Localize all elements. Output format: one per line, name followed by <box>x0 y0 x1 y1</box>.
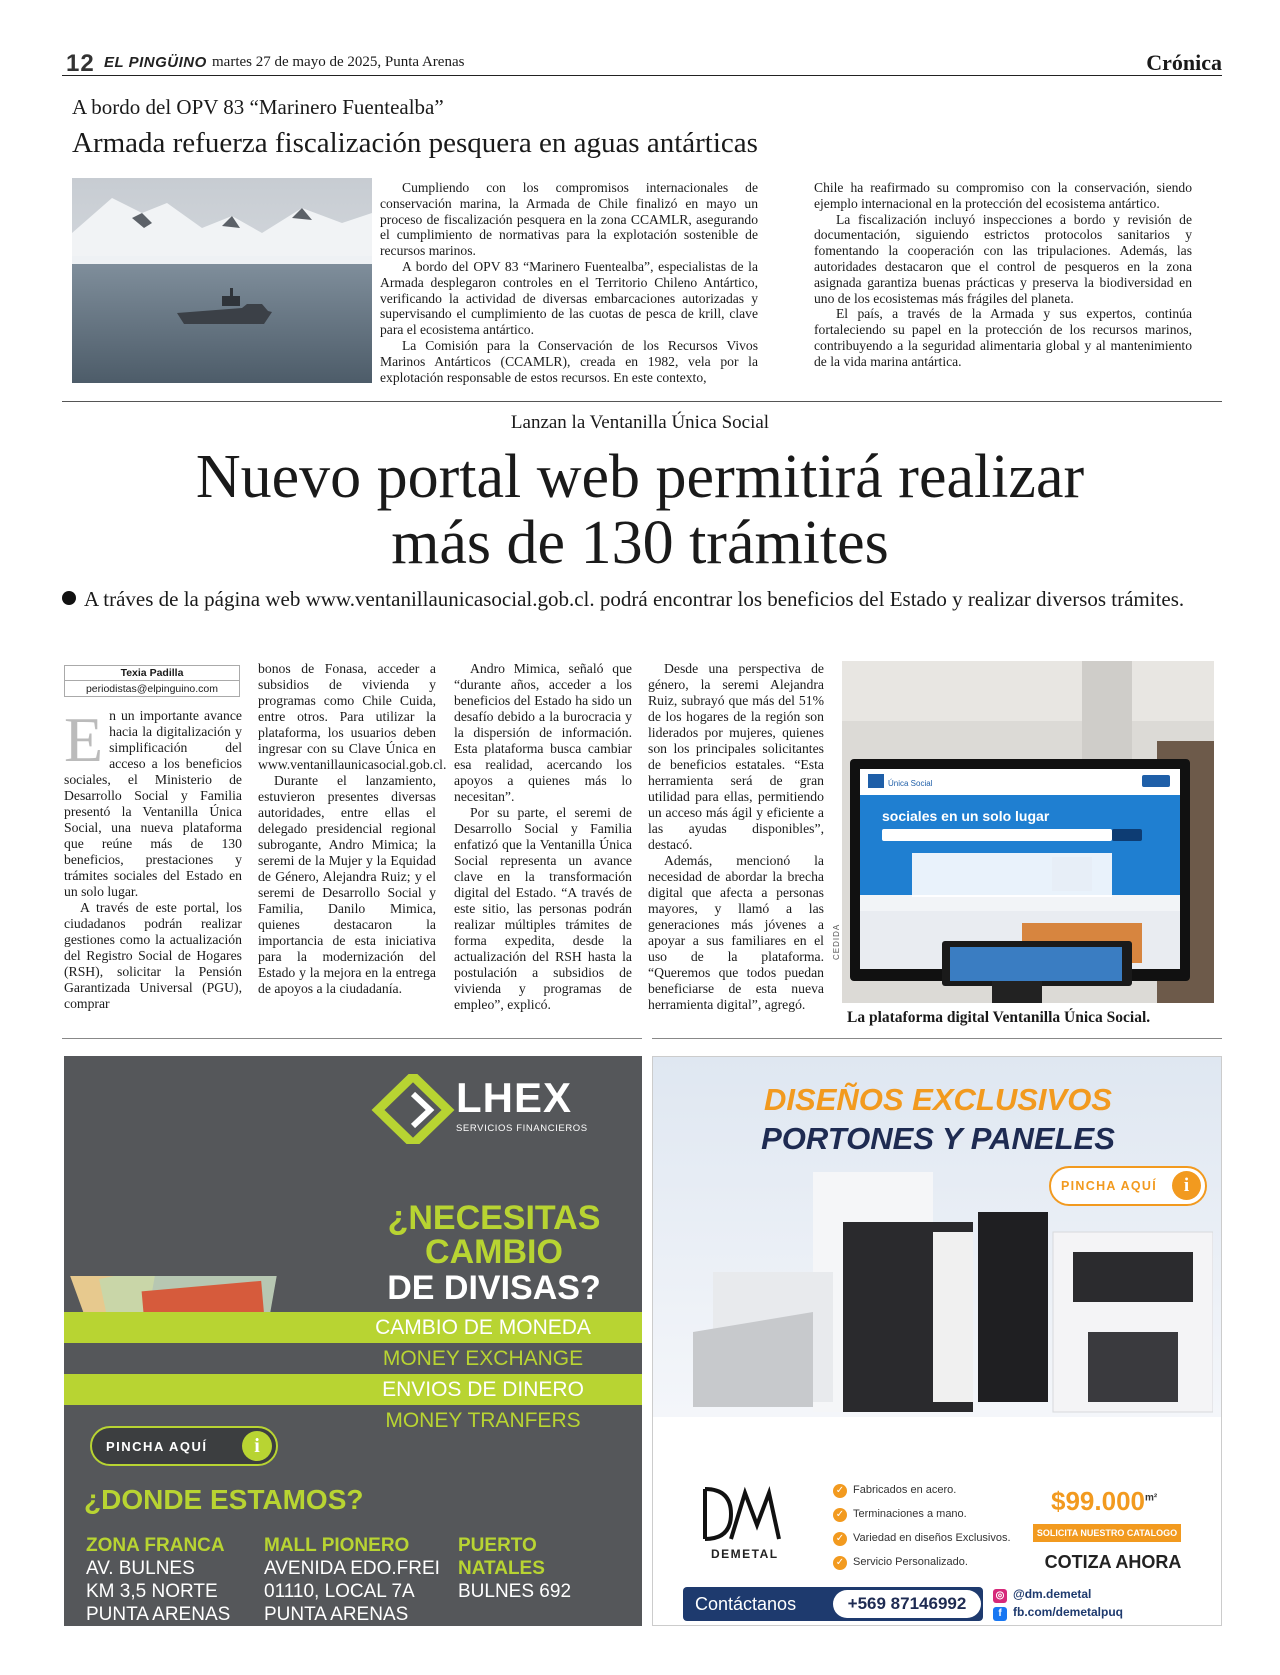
author-name: Texia Padilla <box>65 666 239 681</box>
platform-screen-photo <box>842 661 1214 1003</box>
location-zona-franca: ZONA FRANCA AV. BULNES KM 3,5 NORTE PUNTA ARENAS <box>86 1535 231 1625</box>
page-header <box>62 50 1222 76</box>
demetal-brand: DEMETAL <box>711 1547 779 1561</box>
where-heading: ¿DONDE ESTAMOS? <box>84 1484 364 1515</box>
article1-title: Armada refuerza fiscalización pesquera en aguas antárticas <box>72 127 758 159</box>
article2-lead: A tráves de la página web www.ventanillaunicasocial.gob.cl. podrá encontrar los beneficios del Estado y realizar diversos trámites. <box>62 587 1222 612</box>
service-band: MONEY EXCHANGE <box>64 1343 642 1374</box>
drop-cap: E <box>64 704 104 775</box>
demetal-subtitle: PORTONES Y PANELES <box>761 1121 1115 1156</box>
location-puerto-natales: PUERTO NATALES BULNES 692 <box>458 1535 572 1602</box>
check-icon: ✓ <box>833 1532 847 1546</box>
bullet-icon <box>62 591 76 605</box>
location-mall-pionero: MALL PIONERO AVENIDA EDO.FREI 01110, LOCAL 7A PUNTA ARENAS <box>264 1535 440 1625</box>
info-icon: i <box>242 1431 272 1461</box>
contact-bar <box>683 1587 983 1621</box>
photo-caption: La plataforma digital Ventanilla Única Social. <box>847 1009 1151 1026</box>
check-icon: ✓ <box>833 1556 847 1570</box>
price: $\$99.000^{m^2}$ <box>1051 1486 1158 1516</box>
page-number: 12 <box>66 50 95 77</box>
article2-title: Nuevo portal web permitirá realizar más de 130 trámites <box>195 443 1085 577</box>
article-divider <box>62 401 1222 402</box>
newspaper-brand: EL PINGÜINO <box>104 54 207 71</box>
photo-credit: CEDIDA <box>832 923 841 960</box>
ad-divider-left <box>62 1038 642 1039</box>
lhex-advertisement[interactable] <box>64 1056 642 1626</box>
feature-item: ✓ Terminaciones a mano. <box>833 1508 967 1522</box>
feature-item: ✓ Servicio Personalizado. <box>833 1556 968 1570</box>
service-band: CAMBIO DE MONEDA <box>64 1312 642 1343</box>
lhex-headline-2: DE DIVISAS? <box>387 1269 601 1307</box>
article2-column-1: En un importante avance hacia la digitalización y simplificación del acceso a los beneficios sociales, el Ministerio de Desarrollo Social y Familia presentó la Ventanilla Única Social, una nueva plataforma que reúne más de 130 beneficios, prestaciones y trámites sociales del Estado en un solo lugar. A través de este portal, los ciudadanos podrán realizar gestiones como la actualización del Registro Social de Hogares (RSH), solicitar la Pensión Garantizada Universal (PGU), comprar <box>64 704 242 1011</box>
author-email: periodistas@elpinguino.com <box>85 683 219 695</box>
lhex-headline: ¿NECESITAS CAMBIO <box>387 1199 601 1271</box>
feature-item: ✓ Fabricados en acero. <box>833 1484 956 1498</box>
feature-item: ✓ Variedad en diseños Exclusivos. <box>833 1532 1011 1546</box>
screen-site-name: Única Social <box>888 779 933 788</box>
service-band: ENVIOS DE DINERO <box>64 1374 642 1405</box>
instagram-icon: ◎ <box>993 1589 1007 1603</box>
article1-column-1: Cumpliendo con los compromisos internacionales de conservación marina, la Armada de Chile finalizó en mayo un proceso de fiscalización pesquera en la zona CCAMLR, asegurando el cumplimiento de normativas para la explotación sostenible de recursos marinos. A bordo del OPV 83 “Marinero Fuentealba”, especialistas de la Armada desplegaron controles en el Territorio Chileno Antártico, verificando la actividad de diversas embarcaciones autorizadas y supervisando el cumplimiento de las cuotas de pesca de krill, clave para el ecosistema antártico. La Comisión para la Conservación de los Recursos Vivos Marinos Antárticos (CCAMLR), creada en 1982, vela por la explotación responsable de estos recursos. En este contexto, <box>380 180 758 385</box>
cotiza-ahora: COTIZA AHORA <box>1044 1552 1182 1572</box>
issue-date: martes 27 de mayo de 2025, Punta Arenas <box>212 54 465 70</box>
info-icon: i <box>1172 1171 1201 1200</box>
facebook-icon: f <box>993 1607 1007 1621</box>
instagram-link[interactable]: ◎ @dm.demetal <box>993 1587 1091 1603</box>
phone-number[interactable]: +569 87146992 <box>833 1590 981 1618</box>
check-icon: ✓ <box>833 1508 847 1522</box>
demetal-title: DISEÑOS EXCLUSIVOS <box>764 1082 1112 1117</box>
check-icon: ✓ <box>833 1484 847 1498</box>
demetal-pincha-aqui-button[interactable]: PINCHA AQUÍ i <box>1049 1166 1207 1206</box>
request-catalog-button[interactable]: SOLICITA NUESTRO CATALOGO <box>1033 1524 1181 1542</box>
article2-column-2: bonos de Fonasa, acceder a subsidios de vivienda y programas como Chile Cuida, entre otros. Para utilizar la plataforma, los usuarios deben ingresar con su Clave Única en www.ventanillaunicasocial.gob.cl. Durante el lanzamiento, estuvieron presentes diversas autoridades, entre ellas el delegado presidencial regional subrogante, Andro Mimica; la seremi de la Mujer y la Equidad de Género, Alejandra Ruiz; y el seremi de Desarrollo Social y Familia, Danilo Mimica, quienes destacaron la importancia de esta iniciativa para la modernización del Estado y la mejora en la entrega de apoyos a la ciudadanía. <box>258 661 447 996</box>
article1-kicker: A bordo del OPV 83 “Marinero Fuentealba” <box>72 95 444 119</box>
byline <box>64 665 240 697</box>
section-name: Crónica <box>1146 50 1222 75</box>
article2-column-4: Desde una perspectiva de género, la seremi Alejandra Ruiz, subrayó que más del 51% de los hogares de la región son liderados por mujeres, quienes son los principales solicitantes de beneficios estatales. “Esta herramienta será de gran utilidad para ellas, permitiendo un acceso más ágil y eficiente a las ayudas disponibles”, destacó. Además, mencionó la necesidad de abordar la brecha digital que afecta a personas mayores, y llamó a las generaciones más jóvenes a apoyar a sus familiares en el uso de la plataforma. “Queremos que todos puedan beneficiarse de esta nueva herramienta digital”, agregó. <box>648 661 824 1012</box>
article1-column-2: Chile ha reafirmado su compromiso con la conservación, siendo ejemplo internacional en la protección del ecosistema antártico. La fiscalización incluyó inspecciones a bordo y revisión de documentación, siguiendo estrictos protocolos sanitarios y fomentando la cooperación con las tripulaciones. Además, las autoridades destacaron que el control de pesqueros en la zona asignada garantiza buenas prácticas y preserva la biodiversidad en uno de los ecosistemas más frágiles del planeta. El país, a través de la Armada y sus expertos, continúa fortaleciendo su papel en la protección de los recursos marinos, contribuyendo a la seguridad alimentaria global y al mantenimiento de la vida marina antártica. <box>814 180 1192 369</box>
screen-banner: sociales en un solo lugar <box>882 808 1050 824</box>
lhex-brand: LHEX <box>456 1074 573 1121</box>
facebook-link[interactable]: f fb.com/demetalpuq <box>993 1605 1123 1621</box>
lhex-pincha-aqui-button[interactable]: PINCHA AQUÍ i <box>90 1426 278 1466</box>
demetal-advertisement[interactable] <box>652 1056 1222 1626</box>
demetal-logo-icon <box>701 1485 781 1543</box>
article2-kicker: Lanzan la Ventanilla Única Social <box>510 412 770 433</box>
contact-label: Contáctanos <box>695 1594 797 1614</box>
lhex-subtitle: SERVICIOS FINANCIEROS <box>456 1123 588 1134</box>
ad-divider-right <box>652 1038 1222 1039</box>
article2-column-3: Andro Mimica, señaló que “durante años, acceder a los beneficios del Estado ha sido un desafío debido a la burocracia y la dispersión de información. Esta plataforma busca cambiar esa realidad, acercando los apoyos a quienes más lo necesitan”. Por su parte, el seremi de Desarrollo Social y Familia enfatizó que la Ventanilla Única Social representa un avance clave en la transformación digital del Estado. “A través de este sitio, las personas podrán realizar múltiples trámites de forma expedita, desde la actualización del RSH hasta la postulación a subsidios de vivienda y programas de empleo”, explicó. <box>454 661 632 1012</box>
antarctic-ship-photo <box>72 178 372 383</box>
service-band: MONEY TRANFERS <box>64 1405 642 1436</box>
